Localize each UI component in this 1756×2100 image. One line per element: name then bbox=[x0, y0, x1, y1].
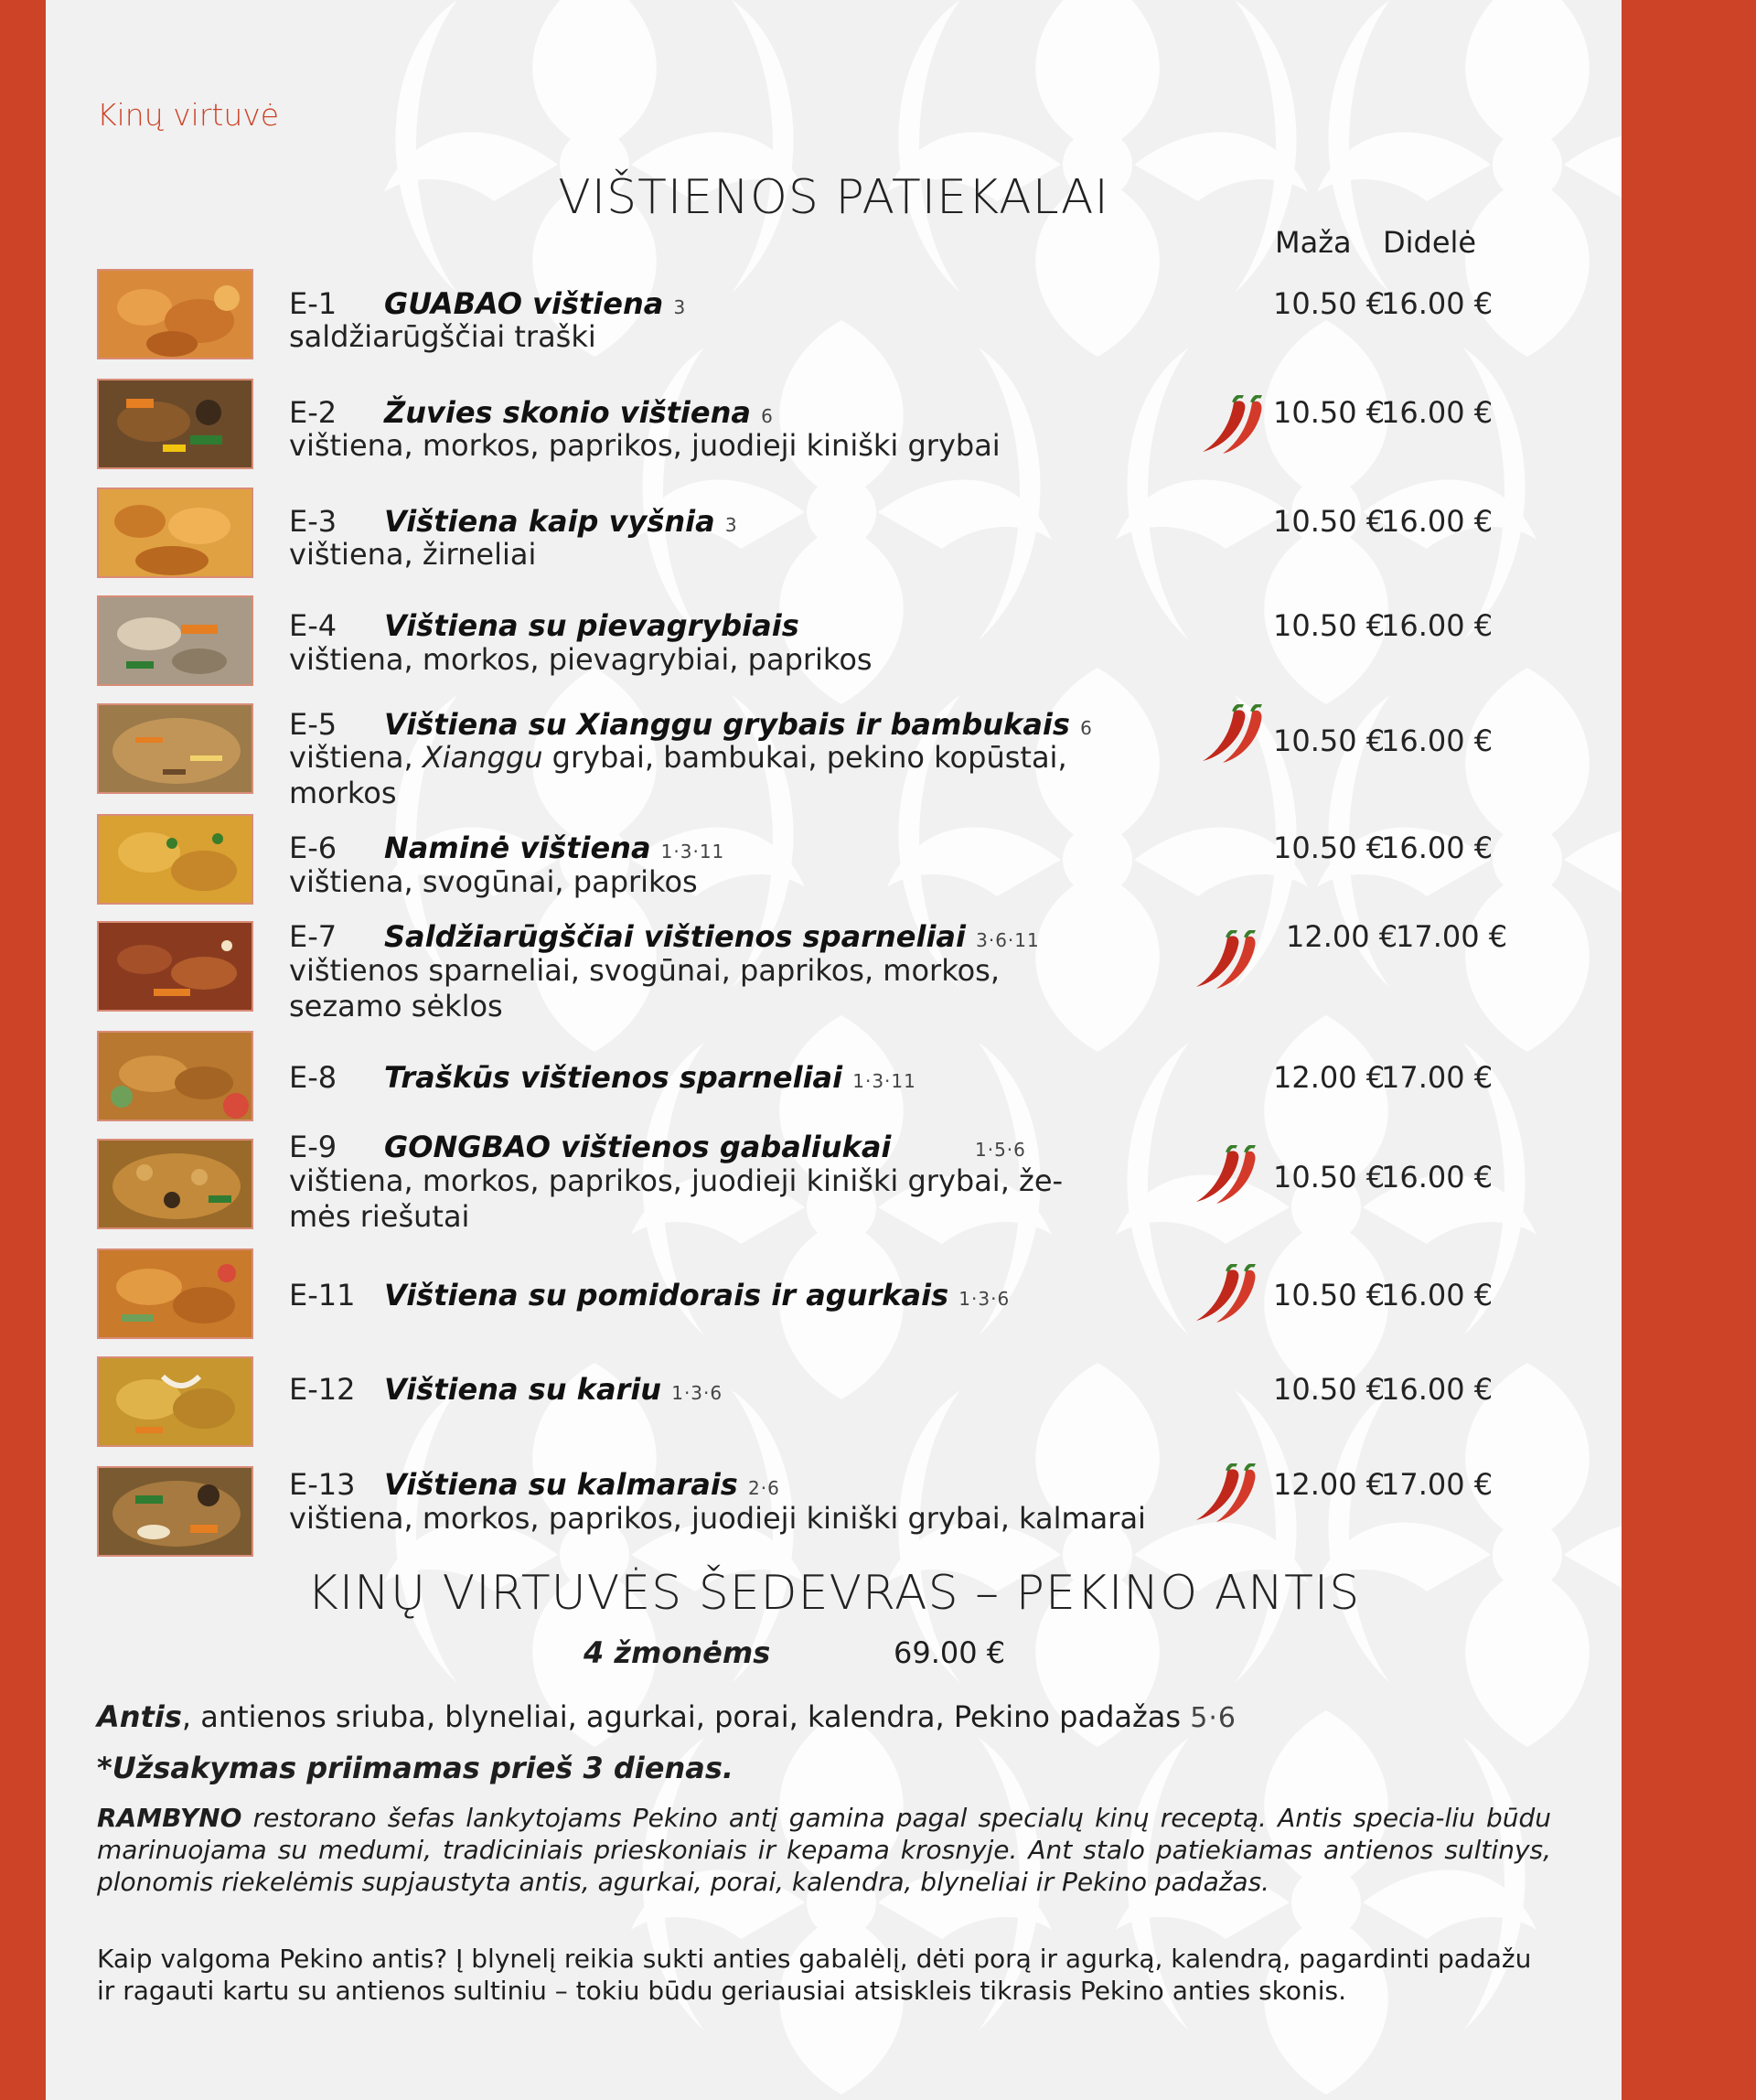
item-allergens: 1·3·11 bbox=[660, 841, 725, 862]
menu-page bbox=[46, 0, 1622, 2100]
item-allergens: 6 bbox=[761, 405, 774, 427]
dish-photo bbox=[97, 1356, 253, 1447]
page-title: VIŠTIENOS PATIEKALAI bbox=[558, 170, 1109, 225]
price-small: 12.00 € bbox=[1286, 919, 1398, 954]
duck-serving: 4 žmonėms bbox=[584, 1635, 771, 1670]
item-description: vištiena, morkos, paprikos, juodieji kiniški grybai bbox=[289, 428, 1001, 463]
item-allergens: 3 bbox=[724, 514, 738, 536]
price-large: 16.00 € bbox=[1381, 286, 1494, 321]
item-code: E-5 bbox=[289, 707, 337, 742]
dish-photo bbox=[97, 814, 253, 905]
item-name: Vištiena su kalmarais 2·6 bbox=[384, 1467, 780, 1502]
item-code: E-4 bbox=[289, 608, 337, 643]
chili-pepper-icon bbox=[1187, 1264, 1257, 1324]
item-description: vištiena, morkos, paprikos, juodieji kiniški grybai, že-mės riešutai bbox=[289, 1163, 1064, 1234]
dish-photo bbox=[97, 379, 253, 469]
item-name: Vištiena su pievagrybiais bbox=[384, 608, 799, 643]
item-name: Naminė vištiena 1·3·11 bbox=[384, 830, 725, 865]
item-code: E-2 bbox=[289, 395, 337, 430]
price-large: 17.00 € bbox=[1381, 1060, 1494, 1095]
item-allergens: 1·3·11 bbox=[852, 1070, 916, 1092]
item-allergens: 1·3·6 bbox=[958, 1288, 1011, 1310]
item-name: GUABAO vištiena 3 bbox=[384, 286, 687, 321]
item-description: vištienos sparneliai, svogūnai, paprikos, morkos, sezamo sėklos bbox=[289, 953, 1000, 1023]
item-allergens: 1·3·6 bbox=[671, 1382, 723, 1404]
price-large: 16.00 € bbox=[1381, 1160, 1494, 1195]
item-name: Traškūs vištienos sparneliai 1·3·11 bbox=[384, 1060, 916, 1095]
dish-photo bbox=[97, 1139, 253, 1229]
price-large: 17.00 € bbox=[1381, 1467, 1494, 1502]
item-name: Vištiena kaip vyšnia 3 bbox=[384, 504, 738, 539]
item-code: E-3 bbox=[289, 504, 337, 539]
item-name: GONGBAO vištienos gabaliukai bbox=[384, 1130, 892, 1164]
item-name: Vištiena su Xianggu grybais ir bambukais 6 bbox=[384, 707, 1093, 742]
item-name: Vištiena su pomidorais ir agurkais 1·3·6 bbox=[384, 1278, 1011, 1312]
price-small: 10.50 € bbox=[1273, 395, 1386, 430]
duck-section-title: KINŲ VIRTUVĖS ŠEDEVRAS – PEKINO ANTIS bbox=[306, 1566, 1361, 1621]
price-small: 10.50 € bbox=[1273, 723, 1386, 758]
chili-pepper-icon bbox=[1187, 1463, 1257, 1524]
item-allergens: 2·6 bbox=[747, 1477, 780, 1499]
how-to-eat-text: Kaip valgoma Pekino antis? Į blynelį reikia sukti anties gabalėlį, dėti porą ir agurką, kalendrą, pagardinti padažu ir ragauti kartu su antienos sultiniu – tokiu būdu geriausiai atsiskleis tikrasis Pekino anties skonis. bbox=[97, 1944, 1532, 2006]
item-code: E-13 bbox=[289, 1467, 356, 1502]
dish-photo bbox=[97, 1031, 253, 1121]
dish-photo bbox=[97, 488, 253, 578]
column-small-header: Maža bbox=[1275, 225, 1352, 260]
dish-photo bbox=[97, 1466, 253, 1557]
duck-price: 69.00 € bbox=[894, 1635, 1006, 1670]
price-small: 10.50 € bbox=[1273, 286, 1386, 321]
chili-pepper-icon bbox=[1187, 1145, 1257, 1205]
price-small: 10.50 € bbox=[1273, 504, 1386, 539]
price-small: 10.50 € bbox=[1273, 830, 1386, 865]
chili-pepper-icon bbox=[1194, 395, 1263, 455]
price-large: 16.00 € bbox=[1381, 830, 1494, 865]
item-name: Saldžiarūgščiai vištienos sparneliai 3·6·11 bbox=[384, 919, 1040, 954]
item-description: vištiena, svogūnai, paprikos bbox=[289, 864, 698, 899]
item-code: E-8 bbox=[289, 1060, 337, 1095]
duck-contents: Antis, antienos sriuba, blyneliai, agurkai, porai, kalendra, Pekino padažas 5·6 bbox=[97, 1699, 1237, 1734]
price-small: 12.00 € bbox=[1273, 1060, 1386, 1095]
item-allergens: 1·5·6 bbox=[975, 1139, 1026, 1161]
item-code: E-12 bbox=[289, 1372, 356, 1407]
item-code: E-9 bbox=[289, 1130, 337, 1164]
dish-photo bbox=[97, 595, 253, 686]
item-description: vištiena, morkos, pievagrybiai, paprikos bbox=[289, 642, 873, 677]
item-description: vištiena, Xianggu grybai, bambukai, pekino kopūstai, morkos bbox=[289, 740, 1067, 810]
item-name: Žuvies skonio vištiena 6 bbox=[384, 395, 774, 430]
price-small: 10.50 € bbox=[1273, 1160, 1386, 1195]
price-large: 17.00 € bbox=[1396, 919, 1508, 954]
item-description: vištiena, morkos, paprikos, juodieji kiniški grybai, kalmarai bbox=[289, 1501, 1146, 1536]
chili-pepper-icon bbox=[1187, 930, 1257, 991]
item-allergens: 3 bbox=[673, 296, 687, 318]
item-allergens: 6 bbox=[1080, 717, 1093, 739]
price-small: 10.50 € bbox=[1273, 1278, 1386, 1312]
dish-photo bbox=[97, 921, 253, 1012]
item-code: E-7 bbox=[289, 919, 337, 954]
price-large: 16.00 € bbox=[1381, 395, 1494, 430]
section-tag: Kinų virtuvė bbox=[97, 97, 280, 133]
price-small: 10.50 € bbox=[1273, 608, 1386, 643]
duck-description: RAMBYNO restorano šefas lankytojams Pekino antį gamina pagal specialų kinų receptą. Antis specia-liu būdu marinuojama su medumi, tradiciniais prieskoniais ir kepama krosnyje. Ant stalo patiekiamas antienos sultinys, plonomis riekelėmis supjaustyta antis, agurkai, porai, kalendra, blyneliai ir Pekino padažas. bbox=[97, 1803, 1551, 1897]
item-code: E-1 bbox=[289, 286, 337, 321]
item-description: saldžiarūgščiai traški bbox=[289, 319, 596, 354]
price-small: 10.50 € bbox=[1273, 1372, 1386, 1407]
price-small: 12.00 € bbox=[1273, 1467, 1386, 1502]
price-large: 16.00 € bbox=[1381, 1278, 1494, 1312]
price-large: 16.00 € bbox=[1381, 1372, 1494, 1407]
dish-photo bbox=[97, 1248, 253, 1339]
price-large: 16.00 € bbox=[1381, 608, 1494, 643]
item-description: vištiena, žirneliai bbox=[289, 537, 537, 572]
price-large: 16.00 € bbox=[1381, 723, 1494, 758]
chili-pepper-icon bbox=[1194, 704, 1263, 765]
dish-photo bbox=[97, 703, 253, 794]
item-code: E-6 bbox=[289, 830, 337, 865]
item-name: Vištiena su kariu 1·3·6 bbox=[384, 1372, 723, 1407]
item-allergens: 3·6·11 bbox=[976, 929, 1040, 951]
dish-photo bbox=[97, 269, 253, 359]
price-large: 16.00 € bbox=[1381, 504, 1494, 539]
column-large-header: Didelė bbox=[1383, 225, 1477, 260]
order-note: *Užsakymas priimamas prieš 3 dienas. bbox=[97, 1751, 734, 1785]
item-code: E-11 bbox=[289, 1278, 356, 1312]
